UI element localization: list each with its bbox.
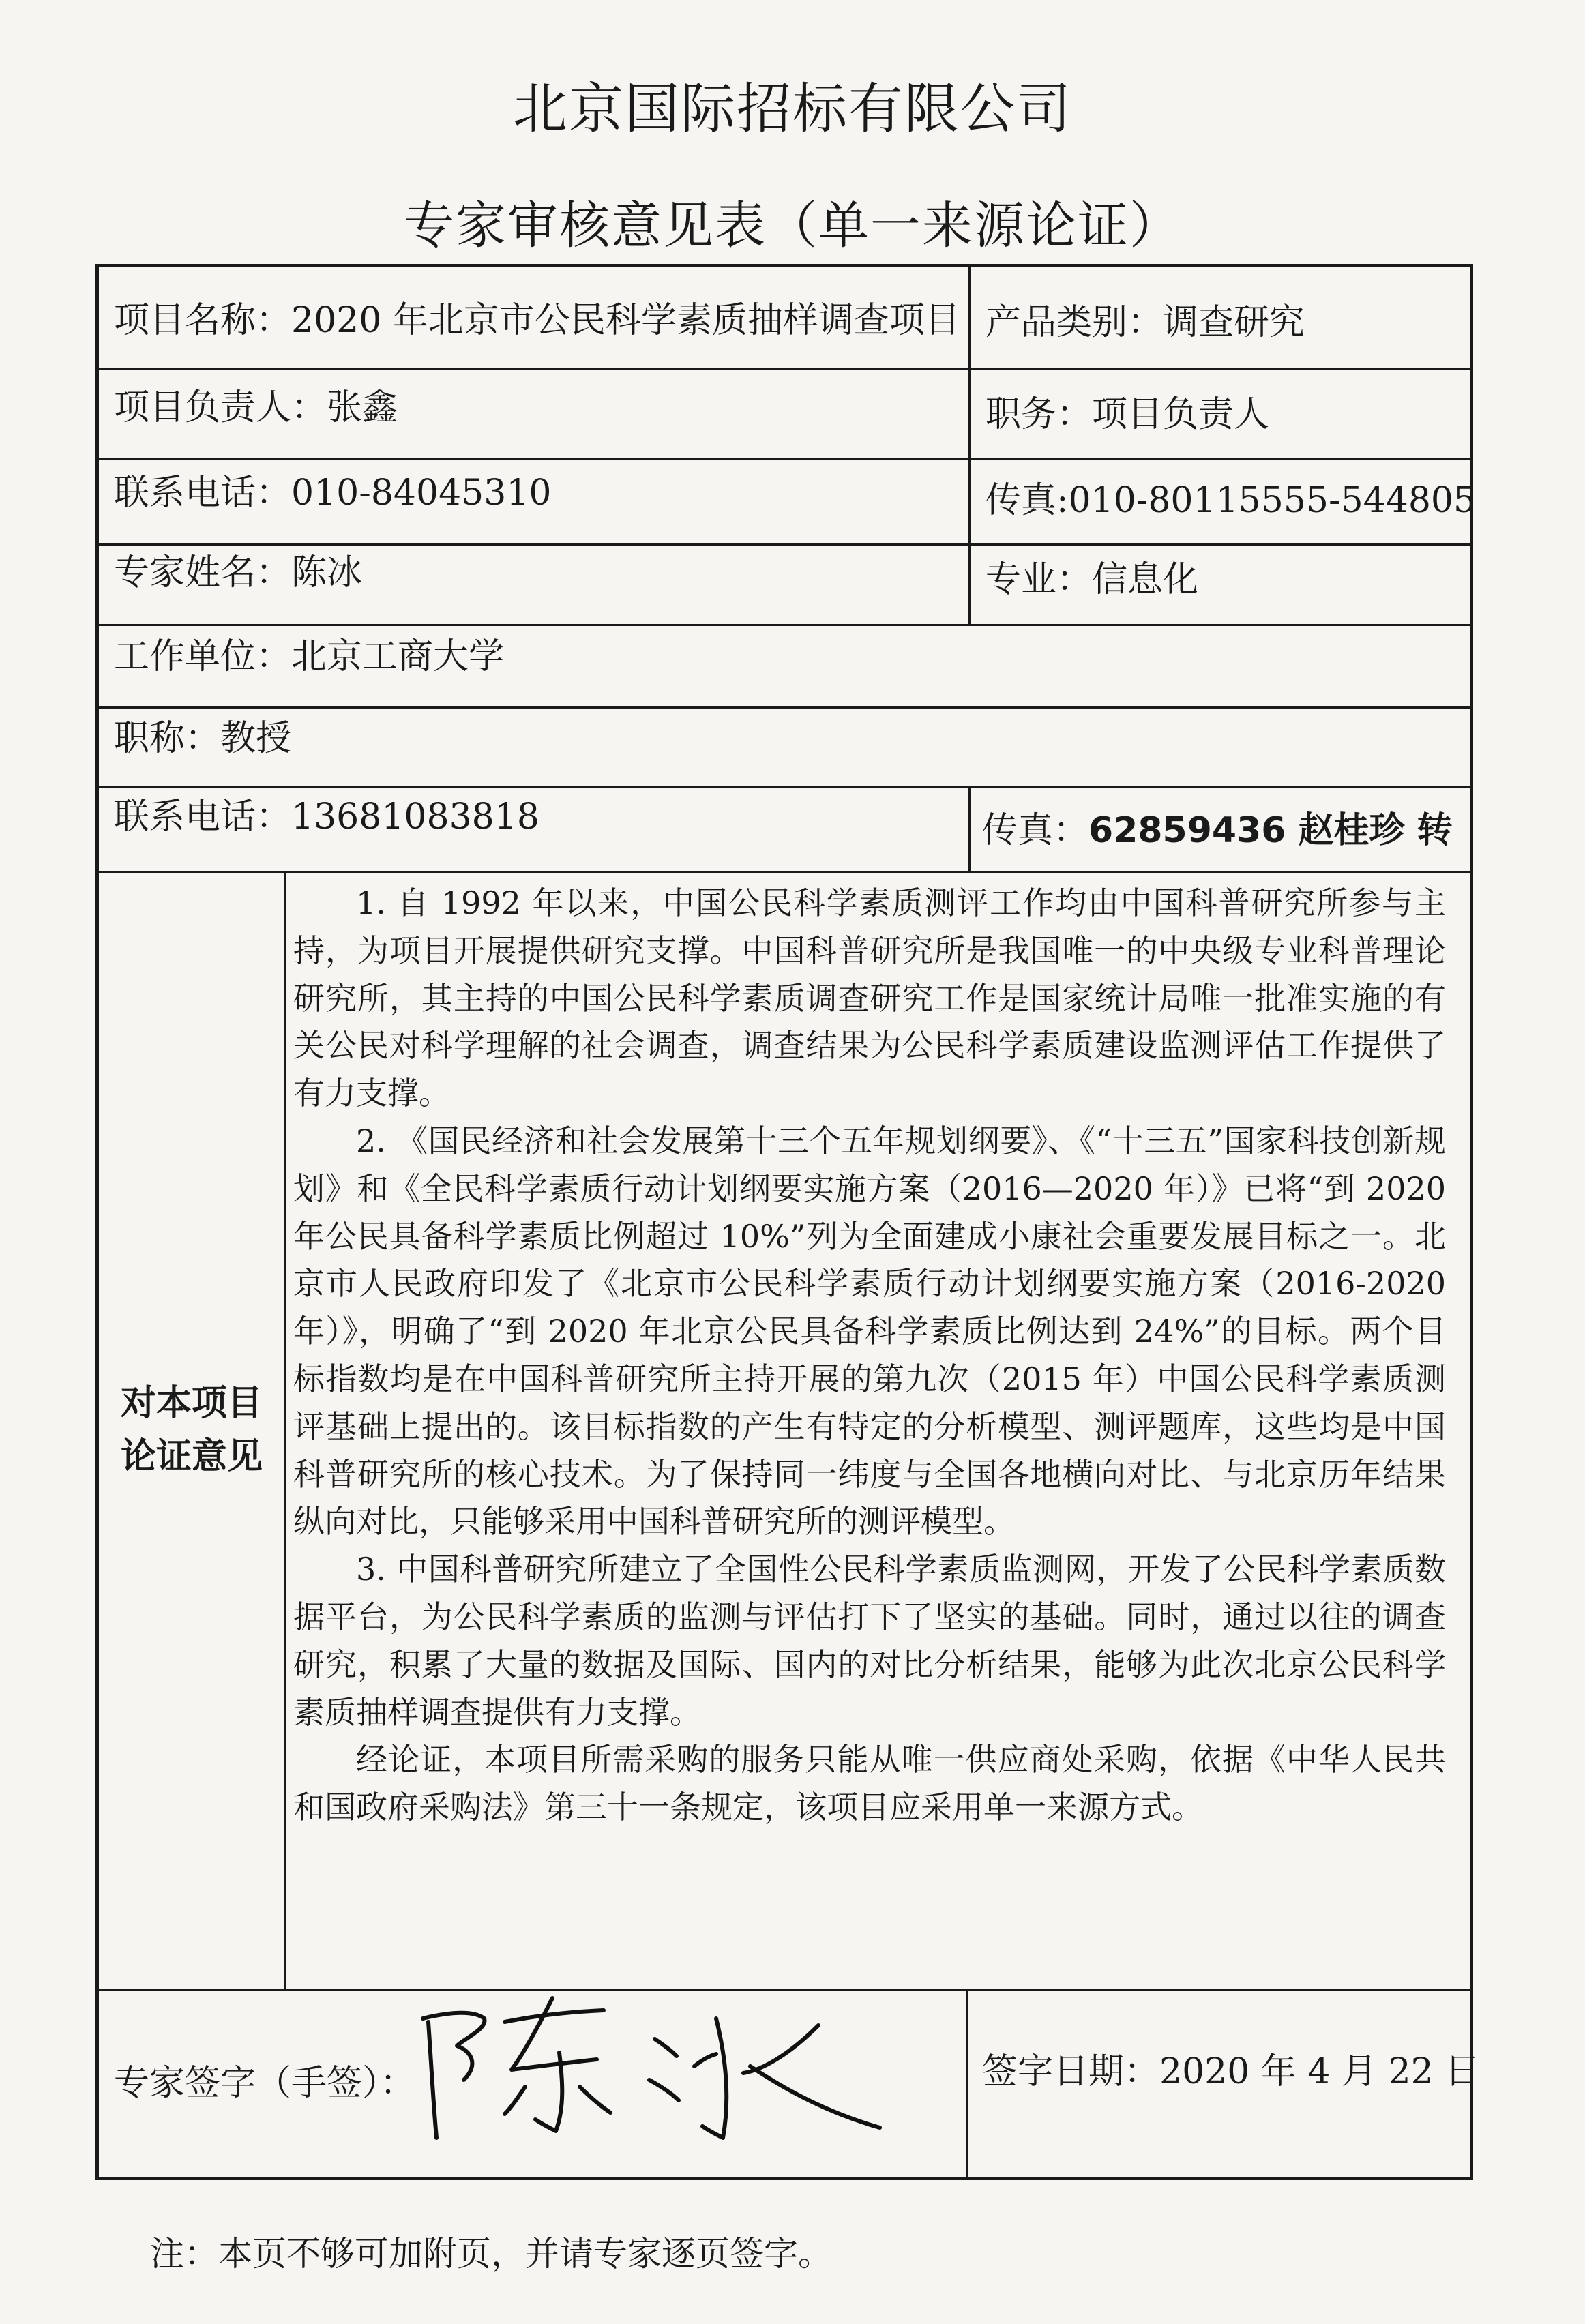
opinion-paragraph: 3. 中国科普研究所建立了全国性公民科学素质监测网，开发了公民科学素质数据平台，为公民科学素质的监测与评估打下了坚实的基础。同时，通过以往的调查研究，积累了大量的数据及国际、国内的对比分析结果，能够为此次北京公民科学素质抽样调查提供有力支撑。 <box>293 1551 1446 1731</box>
row-divider <box>99 543 1473 546</box>
column-divider <box>284 871 286 1989</box>
opinion-paragraph: 2. 《国民经济和社会发展第十三个五年规划纲要》、《“十三五”国家科技创新规划》和《全民科学素质行动计划纲要实施方案（2016—2020 年）》已将“到 2020 年公民具备科学素质比例超过 10%”列为全面建成小康社会重要发展目标之一。北京市人民政府印发了《北京市公民科学素质行动计划纲要实施方案（2016-2020 年）》，明确了“到 2020 年北京公民具备科学素质比例达到 24%”的目标。两个目标指数均是在中国科普研究所主持开展的第九次（2015 年）中国公民科学素质测评基础上提出的。该目标指数的产生有特定的分析模型、测评题库，这些均是中国科普研究所的核心技术。为了保持同一纬度与全国各地横向对比、与北京历年结果纵向对比，只能够采用中国科普研究所的测评模型。 <box>293 1122 1446 1540</box>
specialty: 专业：信息化 <box>986 559 1199 600</box>
fax-number: 传真:010-80115555-544805 <box>986 480 1477 521</box>
expert-name: 专家姓名：陈冰 <box>114 552 363 593</box>
work-unit: 工作单位：北京工商大学 <box>114 636 505 677</box>
product-category: 产品类别：调查研究 <box>986 302 1305 343</box>
opinion-paragraph: 经论证，本项目所需采购的服务只能从唯一供应商处采购，依据《中华人民共和国政府采购法》第三十一条规定，该项目应采用单一来源方式。 <box>293 1741 1446 1826</box>
column-divider <box>968 786 971 871</box>
opinion-label-line1: 对本项目 <box>120 1383 263 1424</box>
row-divider <box>99 871 1473 873</box>
expert-phone: 联系电话：13681083818 <box>114 796 539 837</box>
opinion-label <box>99 871 284 1989</box>
column-divider <box>968 267 971 624</box>
contact-phone: 联系电话：010-84045310 <box>114 473 552 513</box>
column-divider <box>966 1989 968 2180</box>
row-divider <box>99 786 1473 788</box>
handwritten-signature <box>409 1991 928 2148</box>
expert-fax <box>982 810 1453 851</box>
form-title: 专家审核意见表（单一来源论证） <box>404 196 1181 255</box>
opinion-label-line2: 论证意见 <box>120 1436 263 1477</box>
opinion-text <box>293 880 1446 1832</box>
footer-note: 注：本页不够可加附页，并请专家逐页签字。 <box>150 2234 832 2274</box>
project-name: 项目名称：2020 年北京市公民科学素质抽样调查项目 <box>114 300 960 341</box>
row-divider <box>99 706 1473 709</box>
expert-title: 职称：教授 <box>114 718 292 759</box>
row-divider <box>99 368 1473 370</box>
company-title: 北京国际招标有限公司 <box>513 77 1072 140</box>
expert-fax-value: 62859436 赵桂珍 转 <box>1088 810 1453 851</box>
signature-label: 专家签字（手签）： <box>114 2063 416 2104</box>
opinion-paragraph: 1. 自 1992 年以来，中国公民科学素质测评工作均由中国科普研究所参与主持，为项目开展提供研究支撑。中国科普研究所是我国唯一的中央级专业科普理论研究所，其主持的中国公民科学素质调查研究工作是国家统计局唯一批准实施的有关公民对科学理解的社会调查，调查结果为公民科学素质建设监测评估工作提供了有力支撑。 <box>293 884 1446 1112</box>
signature-date: 签字日期：2020 年 4 月 22 日 <box>982 2051 1481 2092</box>
expert-fax-label: 传真： <box>982 810 1089 851</box>
position: 职务：项目负责人 <box>986 394 1270 435</box>
project-lead: 项目负责人：张鑫 <box>114 387 398 428</box>
row-divider <box>99 624 1473 626</box>
row-divider <box>99 458 1473 460</box>
